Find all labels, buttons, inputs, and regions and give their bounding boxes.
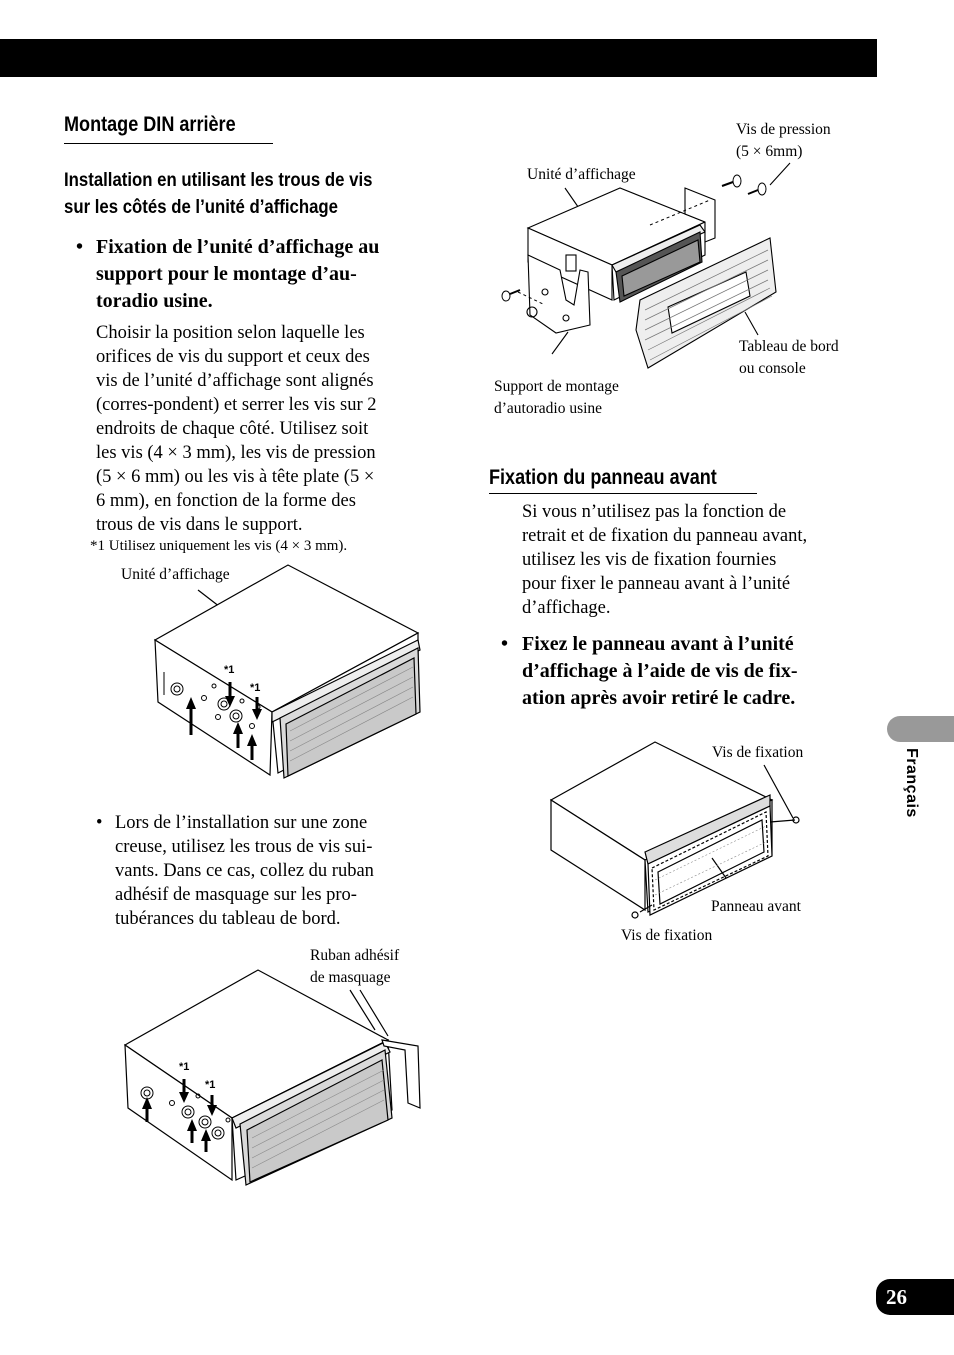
page-number: 26 bbox=[876, 1279, 954, 1315]
paragraph-line: utilisez les vis de fixation fournies bbox=[522, 550, 777, 570]
fig3-label-screw-line2: (5 × 6mm) bbox=[736, 143, 803, 160]
paragraph-line: retrait et de fixation du panneau avant, bbox=[522, 526, 808, 546]
footnote: *1 Utilisez uniquement les vis (4 × 3 mm). bbox=[90, 538, 348, 554]
fig4-label-screw-bottom: Vis de fixation bbox=[621, 927, 713, 944]
bullet1-line3: toradio usine. bbox=[96, 290, 213, 312]
fig3-label-dash-line2: ou console bbox=[739, 360, 806, 377]
language-tab bbox=[887, 716, 954, 742]
paragraph-line: endroits de chaque côté. Utilisez soit bbox=[96, 419, 369, 439]
paragraph-line: Lors de l’installation sur une zone bbox=[115, 813, 368, 833]
fig2-label-tape-line1: Ruban adhésif bbox=[310, 947, 400, 964]
fig1-mark-b: *1 bbox=[250, 682, 261, 694]
bullet1-line1: Fixation de l’unité d’affichage au bbox=[96, 236, 380, 258]
fig4-label-screw-top: Vis de fixation bbox=[712, 744, 804, 761]
bullet3-line2: d’affichage à l’aide de vis de fix- bbox=[522, 660, 798, 682]
paragraph-line: trous de vis dans le support. bbox=[96, 515, 303, 535]
paragraph-line: Choisir la position selon laquelle les bbox=[96, 323, 365, 343]
paragraph-line: pour fixer le panneau avant à l’unité bbox=[522, 574, 791, 594]
fig3-label-support-line1: Support de montage bbox=[494, 378, 619, 395]
fig4-label-panel: Panneau avant bbox=[711, 898, 801, 915]
paragraph-line: vants. Dans ce cas, collez du ruban bbox=[115, 861, 374, 881]
bullet3-line3: ation après avoir retiré le cadre. bbox=[522, 687, 796, 709]
bullet3-marker: • bbox=[501, 633, 509, 655]
subsection-title-line2: sur les côtés de l’unité d’affichage bbox=[64, 196, 338, 218]
fig3-label-support-line2: d’autoradio usine bbox=[494, 400, 603, 417]
paragraph-line: 6 mm), en fonction de la forme des bbox=[96, 491, 356, 511]
section-title-montage: Montage DIN arrière bbox=[64, 113, 236, 136]
paragraph-line: (corres-pondent) et serrer les vis sur 2 bbox=[96, 395, 377, 415]
paragraph-line: creuse, utilisez les trous de vis sui- bbox=[115, 837, 373, 857]
fig3-label-unit: Unité d’affichage bbox=[527, 166, 636, 183]
fig2-mark-b: *1 bbox=[205, 1079, 216, 1091]
language-label: Français bbox=[903, 748, 920, 818]
paragraph-line: d’affichage. bbox=[522, 598, 611, 618]
subsection-title-line1: Installation en utilisant les trous de vis bbox=[64, 169, 373, 191]
fig3-label-dash-line1: Tableau de bord bbox=[739, 338, 839, 355]
bullet-marker: • bbox=[76, 236, 84, 258]
paragraph-line: orifices de vis du support et ceux des bbox=[96, 347, 370, 367]
fig3-label-screw-line1: Vis de pression bbox=[736, 121, 831, 138]
paragraph-line: tubérances du tableau de bord. bbox=[115, 909, 341, 929]
bullet2-marker: • bbox=[96, 813, 103, 833]
fig2-mark-a: *1 bbox=[179, 1061, 190, 1073]
fig2-label-tape-line2: de masquage bbox=[310, 969, 391, 986]
section2-title: Fixation du panneau avant bbox=[489, 466, 717, 489]
paragraph-line: adhésif de masquage sur les pro- bbox=[115, 885, 357, 905]
paragraph-line: les vis (4 × 3 mm), les vis de pression bbox=[96, 443, 376, 463]
paragraph-line: Si vous n’utilisez pas la fonction de bbox=[522, 502, 787, 522]
fig1-mark-a: *1 bbox=[224, 664, 235, 676]
bullet1-line2: support pour le montage d’au- bbox=[96, 263, 357, 285]
bullet3-line1: Fixez le panneau avant à l’unité bbox=[522, 633, 794, 655]
paragraph-line: (5 × 6 mm) ou les vis à tête plate (5 × bbox=[96, 467, 375, 487]
paragraph-line: vis de l’unité d’affichage sont alignés bbox=[96, 371, 374, 391]
fig1-label-unit: Unité d’affichage bbox=[121, 566, 230, 583]
